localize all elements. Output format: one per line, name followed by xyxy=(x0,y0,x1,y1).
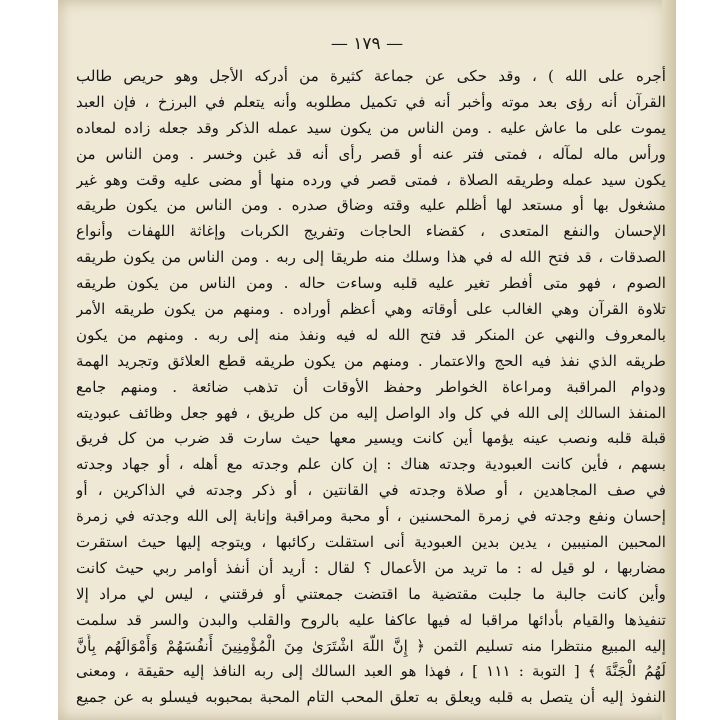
book-page xyxy=(58,0,676,720)
text-line: لَهُمُ الْجَنَّةَ ﴾ [ التوبة : ١١١ ] ، فهذا هو العبد السالك إلى ربه النافذ إليه حقيقة ، ومعنى xyxy=(76,662,666,681)
text-line: إليه المبيع منتظرا منه تسليم الثمن ﴿ إِنَّ اللَّهَ اشْتَرَىٰ مِنَ الْمُؤْمِنِينَ أَنفُسَهُمْ وَأَمْوَالَهُم بِأَنَّ xyxy=(76,636,666,655)
text-line: مشغول بها أو مستعد لها أظلم عليه وقته وضاق صدره . ومن الناس من يكون طريقه xyxy=(76,196,666,215)
text-line: ورأس ماله لمآله ، فمتى فتر عنه أو قصر رأى أنه قد غبن وخسر . ومن الناس من xyxy=(76,144,666,163)
text-line: تلاوة القرآن وهي الغالب على أوقاته وهي أعظم أوراده . ومنهم من يكون طريقه الأمر xyxy=(76,300,666,319)
text-line: الصدقات ، قد فتح الله له في هذا وسلك منه طريقا إلى ربه . ومن الناس من يكون طريقه xyxy=(76,248,666,267)
text-line: بسهم ، فأين كانت العبودية وجدته هناك : إن كان علم وجدته مع أهله ، أو جهاد وجدته xyxy=(76,455,666,474)
text-line: وأين كانت جالبة ما جلبت مقتضية ما اقتضت جمعتني أو فرقتني ، ليس لي مراد إلا xyxy=(76,584,666,603)
text-line: المنفذ السالك إلى الله في كل واد الواصل إليه من كل طريق ، فهو جعل وظائف عبوديته xyxy=(76,403,666,422)
text-line: في صف المجاهدين ، أو صلاة وجدته في القانتين ، أو ذكر وجدته في الذاكرين ، أو xyxy=(76,481,666,500)
text-line: مضاربها ، لو قيل له : ما تريد من الأعمال ؟ لقال : أريد أن أنفذ أوامر ربي حيث كانت xyxy=(76,558,666,577)
text-line: يكون سيد عمله وطريقه الصلاة ، فمتى قصر في ورده منها أو مضى عليه وقت وهو غير xyxy=(76,170,666,189)
body-text xyxy=(76,64,666,711)
text-line: طريقه الذي نفذ فيه الحج والاعتمار . ومنهم من يكون طريقه قطع العلائق وتجريد الهمة xyxy=(76,351,666,370)
text-line: بالمعروف والنهي عن المنكر قد فتح الله له فيه ونفذ منه إلى ربه . ومنهم من يكون xyxy=(76,325,666,344)
text-line: تنفيذها والقيام بأدائها مراقبا له فيها عاكفا عليه بالروح والقلب والبدن والسر قد سلمت xyxy=(76,610,666,629)
text-line: الإحسان والنفع المتعدى ، كقضاء الحاجات وتفريج الكربات وإغاثة اللهفات وأنواع xyxy=(76,222,666,241)
text-line: المحبين المنيبين ، يدين بدين العبودية أنى استقلت ركائبها ، ويتوجه إليها حيث استقرت xyxy=(76,533,666,552)
text-line: الصوم ، فهو متى أفطر تغير عليه قلبه وساءت حاله . ومن الناس من يكون طريقه xyxy=(76,274,666,293)
text-line: قبلة قلبه ونصب عينه يؤمها أين كانت ويسير معها حيث سارت قد ضرب من كل فريق xyxy=(76,429,666,448)
page-number: — ١٧٩ — xyxy=(330,34,404,54)
text-line: أجره على الله ) ، وقد حكى عن جماعة كثيرة من أدركه الأجل وهو حريص طالب xyxy=(76,67,666,85)
text-line: النفوذ إليه أن يتصل به قلبه ويعلق به تعلق المحب التام المحبة بمحبوبه فيسلو به عن جميع xyxy=(76,688,666,707)
text-line: يموت على ما عاش عليه . ومن الناس من يكون سيد عمله الذكر وقد جعله زاده لمعاده xyxy=(76,118,666,137)
text-line: إحسان ونفع وجدته في زمرة المحسنين ، أو محبة ومراقبة وإنابة إلى الله وجدته في زمرة xyxy=(76,507,666,526)
text-line: ودوام المراقبة ومراعاة الخواطر وحفظ الأوقات أن تذهب ضائعة . ومنهم جامع xyxy=(76,377,666,396)
text-line: القرآن أنه رؤى بعد موته وأخبر أنه في تكميل مطلوبه وأنه يتعلم في البرزخ ، فإن العبد xyxy=(76,92,666,111)
